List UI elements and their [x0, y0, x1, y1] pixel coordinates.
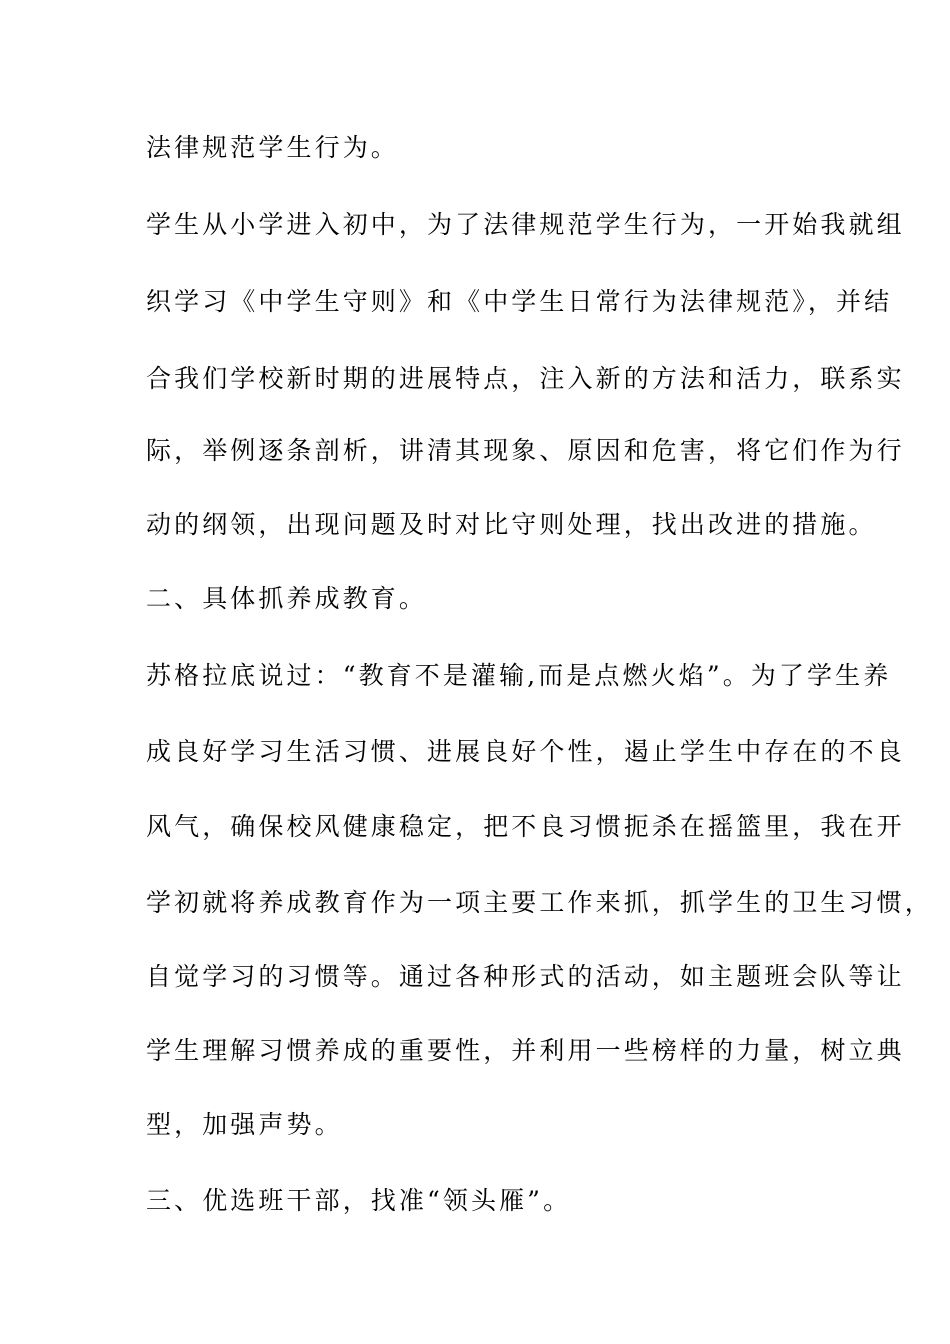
paragraph-line: 学初就将养成教育作为一项主要工作来抓，抓学生的卫生习惯， [146, 888, 933, 917]
paragraph-line: 际，举例逐条剖析，讲清其现象、原因和危害，将它们作为行 [146, 436, 905, 465]
section-heading: 三、优选班干部，找准“领头雁”。 [146, 1186, 572, 1215]
paragraph-line: 学生从小学进入初中，为了法律规范学生行为，一开始我就组 [146, 210, 905, 239]
paragraph-line: 织学习《中学生守则》和《中学生日常行为法律规范》，并结 [146, 287, 893, 316]
paragraph-line: 成良好学习生活习惯、进展良好个性，遏止学生中存在的不良 [146, 737, 905, 766]
paragraph-line: 自觉学习的习惯等。通过各种形式的活动，如主题班会队等让 [146, 962, 905, 991]
paragraph-line: 法律规范学生行为。 [146, 133, 399, 162]
paragraph-line: 动的纲领，出现问题及时对比守则处理，找出改进的措施。 [146, 510, 877, 539]
paragraph-line: 风气，确保校风健康稳定，把不良习惯扼杀在摇篮里，我在开 [146, 812, 905, 841]
paragraph-line: 学生理解习惯养成的重要性，并利用一些榜样的力量，树立典 [146, 1036, 905, 1065]
paragraph-line: 型，加强声势。 [146, 1110, 343, 1139]
paragraph-line: 苏格拉底说过：“教育不是灌输,而是点燃火焰”。为了学生养 [146, 661, 892, 690]
section-heading: 二、具体抓养成教育。 [146, 584, 428, 613]
paragraph-line: 合我们学校新时期的进展特点，注入新的方法和活力，联系实 [146, 364, 905, 393]
